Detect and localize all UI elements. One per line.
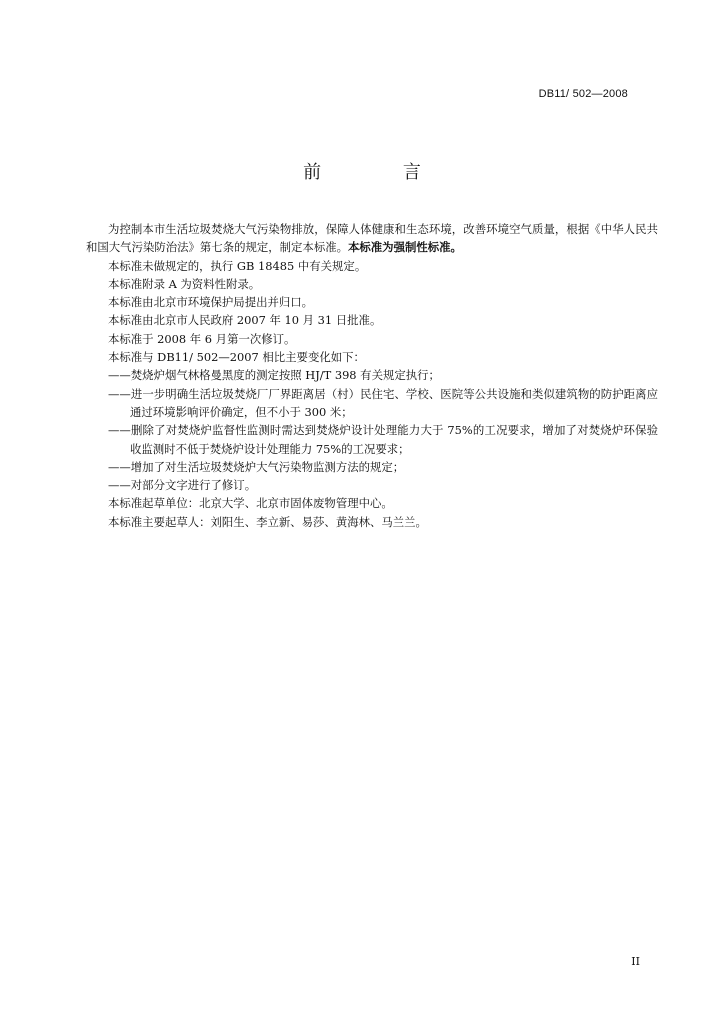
foreword-body <box>86 220 658 531</box>
paragraph: 本标准附录 A 为资料性附录。 <box>108 276 261 291</box>
paragraph: 本标准于 2008 年 6 月第一次修订。 <box>108 331 296 346</box>
drafting-units: 本标准起草单位：北京大学、北京市固体废物管理中心。 <box>108 496 393 511</box>
document-code: DB11/ 502—2008 <box>538 88 628 100</box>
change-item: ——焚烧炉烟气林格曼黑度的测定按照 HJ/T 398 有关规定执行； <box>108 368 440 383</box>
paragraph: 本标准未做规定的，执行 GB 18485 中有关规定。 <box>108 258 367 273</box>
change-item: ——增加了对生活垃圾焚烧炉大气污染物监测方法的规定； <box>108 459 405 474</box>
paragraph-intro <box>86 220 658 257</box>
paragraph-intro-bold: 本标准为强制性标准。 <box>348 240 462 255</box>
change-item: ——进一步明确生活垃圾焚烧厂厂界距离居（村）民住宅、学校、医院等公共设施和类似建筑物的防护距离应通过环境影响评价确定，但不小于 300 米； <box>108 386 658 419</box>
paragraph-intro-text: 为控制本市生活垃圾焚烧大气污染物排放，保障人体健康和生态环境，改善环境空气质量，根据《中华人民共和国大气污染防治法》第七条的规定，制定本标准。 <box>86 222 658 255</box>
page-title: 前 言 <box>303 162 459 183</box>
paragraph: 本标准与 DB11/ 502—2007 相比主要变化如下： <box>108 350 365 365</box>
change-item: ——对部分文字进行了修订。 <box>108 478 257 493</box>
drafters: 本标准主要起草人：刘阳生、李立新、易莎、黄海林、马兰兰。 <box>108 514 427 529</box>
page-number: II <box>631 955 640 968</box>
change-item: ——删除了对焚烧炉监督性监测时需达到焚烧炉设计处理能力大于 75%的工况要求，增加了对焚烧炉环保验收监测时不低于焚烧炉设计处理能力 75%的工况要求； <box>108 423 658 456</box>
paragraph: 本标准由北京市人民政府 2007 年 10 月 31 日批准。 <box>108 313 382 328</box>
paragraph: 本标准由北京市环境保护局提出并归口。 <box>108 295 314 310</box>
